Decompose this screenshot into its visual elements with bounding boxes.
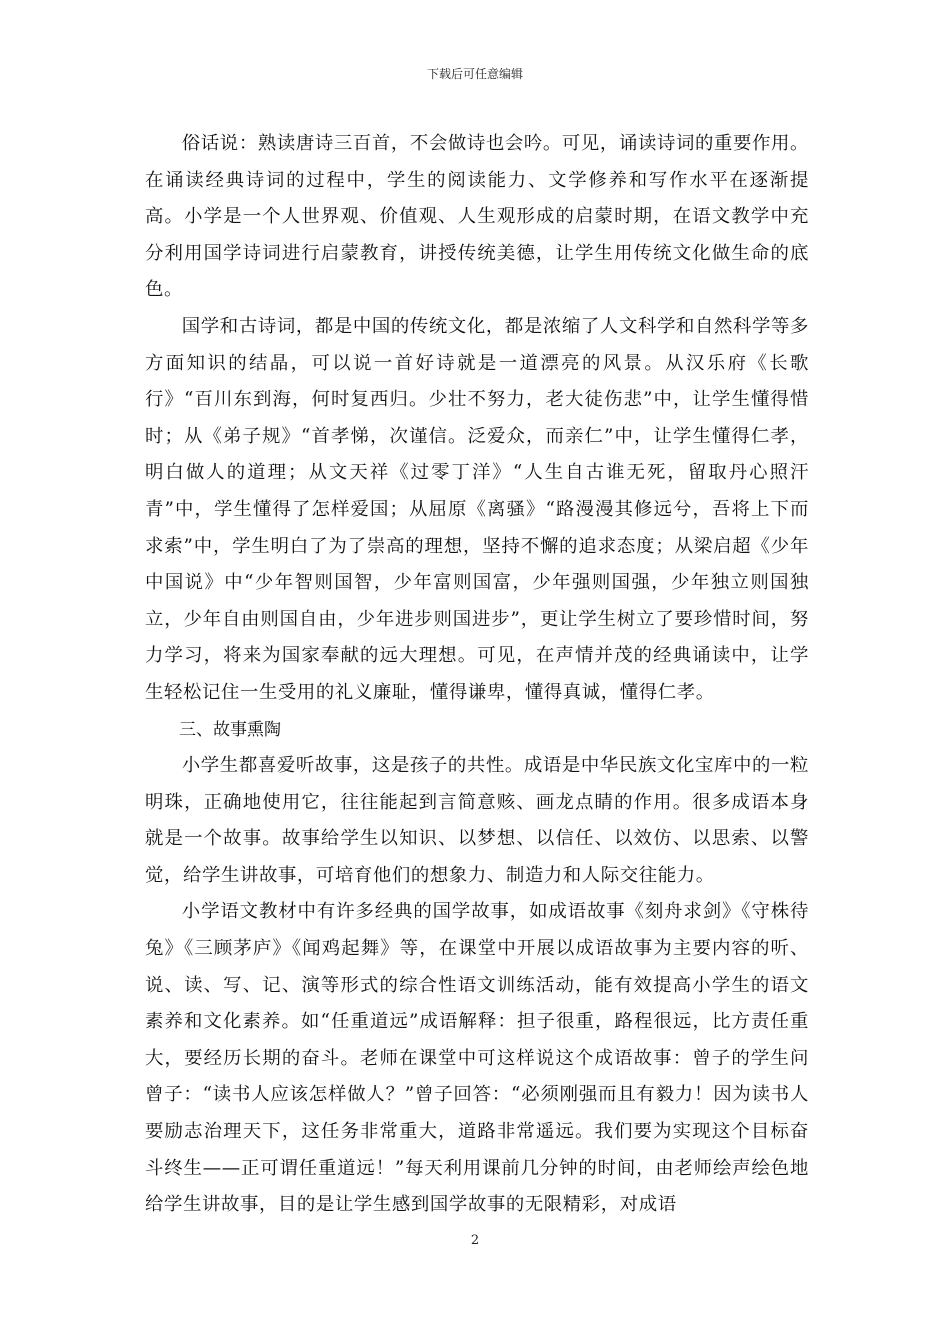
page-header: 下载后可任意编辑 bbox=[426, 67, 523, 81]
section-heading-story: 三、故事熏陶 bbox=[179, 719, 281, 740]
paragraph-idiom-stories: 小学语文教材中有许多经典的国学故事，如成语故事《刻舟求剑》《守株待兔》《三顾茅庐》《闻鸡起舞》等，在课堂中开展以成语故事为主要内容的听、说、读、写、记、演等形式的综合性语文训练活动，能有效提高小学生的语文素养和文化素养。如“任重道远”成语解释：担子很重，路程很远，比方责任重大，要经历长期的奋斗。老师在课堂中可这样说这个成语故事：曾子的学生问曾子：“读书人应该怎样做人？”曾子回答：“必须刚强而且有毅力！因为读书人要励志治理天下，这任务非常重大，道路非常遥远。我们要为实现这个目标奋斗终生——正可谓任重道远！”每天利用课前几分钟的时间，由老师绘声绘色地给学生讲故事，目的是让学生感到国学故事的无限精彩，对成语 bbox=[145, 901, 809, 1216]
page-number: 2 bbox=[470, 1233, 480, 1248]
document-body bbox=[145, 126, 809, 1224]
paragraph-story-intro: 小学生都喜爱听故事，这是孩子的共性。成语是中华民族文化宝库中的一粒明珠，正确地使用它，往往能起到言简意赅、画龙点睛的作用。很多成语本身就是一个故事。故事给学生以知识、以梦想、以信任、以效仿、以思索、以警觉，给学生讲故事，可培育他们的想象力、制造力和人际交往能力。 bbox=[145, 755, 809, 886]
paragraph-recitation-intro: 俗话说：熟读唐诗三百首，不会做诗也会吟。可见，诵读诗词的重要作用。在诵读经典诗词的过程中，学生的阅读能力、文学修养和写作水平在逐渐提高。小学是一个人世界观、价值观、人生观形成的启蒙时期，在语文教学中充分利用国学诗词进行启蒙教育，讲授传统美德，让学生用传统文化做生命的底色。 bbox=[145, 133, 809, 301]
paragraph-classical-poetry: 国学和古诗词，都是中国的传统文化，都是浓缩了人文科学和自然科学等多方面知识的结晶，可以说一首好诗就是一道漂亮的风景。从汉乐府《长歌行》“百川东到海，何时复西归。少壮不努力，老大徒伤悲”中，让学生懂得惜时；从《弟子规》“首孝悌，次谨信。泛爱众，而亲仁”中，让学生懂得仁孝，明白做人的道理；从文天祥《过零丁洋》“人生自古谁无死，留取丹心照汗青”中，学生懂得了怎样爱国；从屈原《离骚》“路漫漫其修远兮，吾将上下而求索”中，学生明白了为了崇高的理想，坚持不懈的追求态度；从梁启超《少年中国说》中“少年智则国智，少年富则国富，少年强则国强，少年独立则国独立，少年自由则国自由，少年进步则国进步”，更让学生树立了要珍惜时间，努力学习，将来为国家奉献的远大理想。可见，在声情并茂的经典诵读中，让学生轻松记住一生受用的礼义廉耻，懂得谦卑，懂得真诚，懂得仁孝。 bbox=[145, 315, 809, 703]
